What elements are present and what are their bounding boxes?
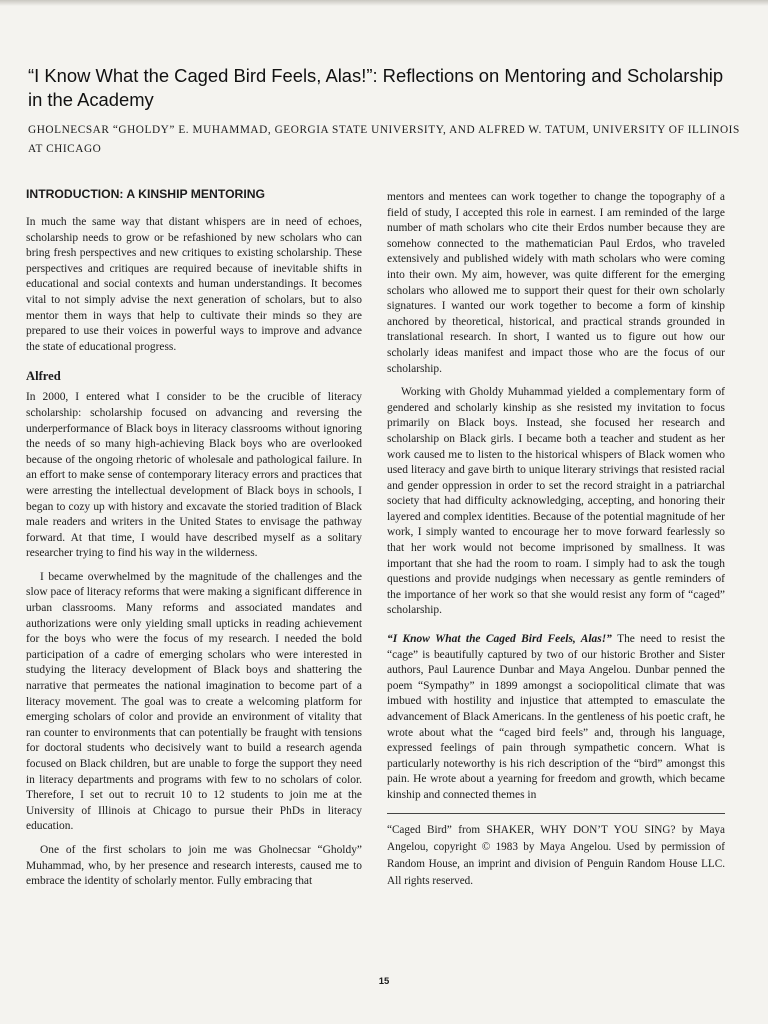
article-authors: GHOLNECSAR “GHOLDY” E. MUHAMMAD, GEORGIA STATE UNIVERSITY, AND ALFRED W. TATUM, UNIVERSITY OF ILLINOIS AT CHICAGO	[28, 124, 740, 155]
right-paragraph-1: mentors and mentees can work together to change the topography of a field of study, I accepted this role in earnest. I am reminded of the large number of math scholars who cite their Erdos number because they are somehow connected to the mathematician Paul Erdos, who traveled extensively and published widely with math scholars who were coming into their own. My aim, however, was quite different for the emerging scholars who allowed me to support their quest for their own scholarly signatures. I wanted our work together to become a form of kinship anchored by theoretical, historical, and practical strands grounded in translational research. In short, I wanted us to figure out how our scholarly ideas manifest and impact those who are the focus of our scholarship.	[387, 191, 725, 375]
page-number: 15	[378, 976, 390, 987]
scan-shadow	[0, 0, 768, 6]
caged-bird-paragraph	[387, 632, 725, 804]
alfred-paragraph-1: In 2000, I entered what I consider to be the crucible of literacy scholarship: scholarship focused on advancing and reversing the underperformance of Black boys in literacy classrooms without ignoring the needs of so many high-achieving Black boys who are overlooked because of the ongoing rhetoric of wholesale and pathological failure. In an effort to make sense of contemporary literacy errors and practices that were arresting the intellectual development of Black boys in schools, I began to cozy up with history and excavate the storied tradition of Black male readers and writers in the United States to envisage the pathway forward. At that time, I would have described myself as a solitary researcher trying to find his way in the wilderness.	[26, 391, 362, 560]
caged-bird-runin-heading: “I Know What the Caged Bird Feels, Alas!”	[387, 633, 612, 646]
footnote: “Caged Bird” from SHAKER, WHY DON’T YOU SING? by Maya Angelou, copyright © 1983 by Maya Angelou. Used by permission of Random House, an imprint and division of Penguin Random House LLC. All rights reserved.	[387, 823, 725, 887]
article-title: “I Know What the Caged Bird Feels, Alas!”: Reflections on Mentoring and Scholarship in the Academy	[28, 65, 724, 110]
left-column	[26, 186, 362, 890]
alfred-paragraph-3: One of the first scholars to join me was Gholnecsar “Gholdy” Muhammad, who, by her presence and research interests, caused me to embrace the identity of scholarly mentor. Fully embracing that	[26, 843, 362, 888]
right-column	[387, 190, 725, 890]
intro-paragraph: In much the same way that distant whispers are in need of echoes, scholarship needs to grow or be refashioned by new scholars who can bring fresh perspectives and new critiques to existing scholarship. These perspectives and critiques are required because of inevitable shifts in educational and social contexts and human understandings. It becomes vital to not simply advise the next generation of scholars, but to also mentor them in ways that help to cultivate their minds so they are prepared to use their voices in powerful ways to improve and advance the state of educational progress.	[26, 216, 362, 353]
right-paragraph-2: Working with Gholdy Muhammad yielded a complementary form of gendered and scholarly kinship as she resisted my invitation to focus primarily on Black boys. Instead, she focused her research and scholarship on Black girls. I became both a teacher and student as her work caused me to listen to the historical whispers of Black women who used literacy and gave birth to unique literary strivings that resisted racial and gender oppression in order to set the record straight in a patriarchal society that had difficulty acknowledging, accepting, and honoring their layered and complex identities. Because of the potential magnitude of her work, I simply wanted to encourage her to move forward fearlessly so that her work would not become imprisoned by smallness. It was important that she had the room to roam. I simply had to ask the tough questions and provide nudgings when necessary as gentle reminders of the importance of her work so that she would resist any form of “caged” scholarship.	[387, 386, 725, 617]
caged-bird-text: The need to resist the “cage” is beautifully captured by two of our historic Brother and Sister authors, Paul Laurence Dunbar and Maya Angelou. Dunbar penned the poem “Sympathy” in 1899 amongst a sociopolitical climate that was imbued with hostility and injustice that attempted to emasculate the advancement of Black Americans. In the gentleness of his poetic craft, he wrote about what the “caged bird feels” and, through his language, expressed feelings of pain through sympathetic concern. What is particularly noteworthy is his rich description of the “bird” amongst this pain. He wrote about a yearning for freedom and growth, which became kinship and connected themes in	[387, 633, 726, 801]
alfred-heading: Alfred	[26, 369, 61, 384]
intro-heading: INTRODUCTION: A KINSHIP MENTORING	[26, 187, 266, 201]
alfred-paragraph-2: I became overwhelmed by the magnitude of the challenges and the slow pace of literacy reforms that were making a significant difference in urban classrooms. Many reforms and associated mandates and authorizations were only yielding small upticks in reading achievement for the boys who were the focus of my research. I needed the bold participation of a cadre of emerging scholars who were interested in studying the literacy development of Black boys and shattering the narrative that permeates the national imagination to become part of a literacy movement. The goal was to create a welcoming platform for emerging scholars of color and provide an environment of vitality that ran counter to environments that can potentially be fraught with tensions for doctoral students who decisively want to build a research agenda focused on Black children, but are unable to forge the support they need in literacy departments and programs with few to no scholars of color. Therefore, I set out to recruit 10 to 12 students to join me at the University of Illinois at Chicago to pursue their PhDs in literacy education.	[26, 570, 362, 833]
footnote-divider	[387, 813, 725, 814]
